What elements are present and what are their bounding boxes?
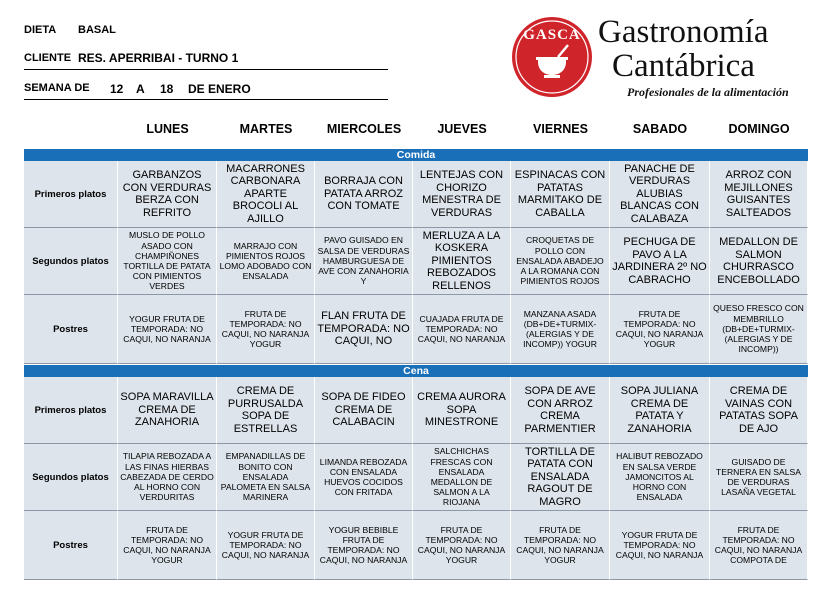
- menu-cell-domingo: [710, 511, 808, 580]
- menu-cell-domingo: [710, 377, 808, 444]
- dish-text: ARROZ CON MEJILLONES GUISANTES SALTEADOS: [724, 169, 793, 219]
- menu-cell-miercoles: [315, 377, 413, 444]
- menu-cell-jueves: [413, 511, 511, 580]
- dish-text: YOGUR FRUTA DE TEMPORADA: NO CAQUI, NO NARANJA: [615, 529, 704, 561]
- menu-cell-viernes: [511, 161, 610, 228]
- dish-text: CROQUETAS DE POLLO CON ENSALADA ABADEJO A LA ROMANA CON PIMIENTOS ROJOS: [516, 235, 604, 287]
- row-label-text: Primeros platos: [34, 188, 107, 200]
- row-label: [24, 228, 118, 295]
- dish-text: GARBANZOS CON VERDURAS BERZA CON REFRITO: [122, 169, 212, 219]
- brand-name-line2: Cantábrica: [612, 48, 755, 84]
- dish-text: MUSLO DE POLLO ASADO CON CHAMPIÑONES TORTILLA DE PATATA CON PIMIENTOS VERDES: [123, 230, 211, 292]
- dish-text: FRUTA DE TEMPORADA: NO CAQUI, NO NARANJA YOGUR: [516, 524, 604, 566]
- menu-cell-viernes: [511, 228, 610, 295]
- dish-text: MACARRONES CARBONARA APARTE BROCOLI AL AJILLO: [226, 162, 305, 225]
- weekday-header-row: [24, 122, 808, 142]
- dish-text: TILAPIA REBOZADA A LAS FINAS HIERBAS CABEZADA DE CERDO AL HORNO CON VERDURITAS: [120, 451, 214, 503]
- semana-separator: A: [136, 82, 145, 96]
- menu-cell-sabado: [610, 377, 710, 444]
- menu-cell-domingo: [710, 444, 808, 511]
- menu-cell-lunes: [118, 377, 217, 444]
- menu-cell-sabado: [610, 161, 710, 228]
- menu-cell-jueves: [413, 377, 511, 444]
- emblem-text: GASCA: [523, 27, 581, 43]
- semana-month: DE ENERO: [188, 82, 251, 96]
- row-label-text: Primeros platos: [34, 404, 107, 416]
- dish-text: SOPA DE AVE CON ARROZ CREMA PARMENTIER: [524, 385, 596, 435]
- dish-text: FRUTA DE TEMPORADA: NO CAQUI, NO NARANJA YOGUR: [615, 308, 704, 350]
- semana-label: SEMANA DE: [24, 82, 90, 94]
- dish-text: MARRAJO CON PIMIENTOS ROJOS LOMO ADOBADO CON ENSALADA: [219, 240, 312, 282]
- menu-cell-miercoles: [315, 511, 413, 580]
- semana-from: 12: [110, 82, 124, 96]
- day-heading-lunes: LUNES: [146, 122, 189, 136]
- table-row: [24, 228, 808, 295]
- brand-name-line1: Gastronomía: [598, 14, 769, 50]
- menu-cell-lunes: [118, 511, 217, 580]
- dish-text: QUESO FRESCO CON MEMBRILLO (DB+DE+TURMIX-(ALERGIAS Y DE INCOMP)): [713, 303, 804, 355]
- table-row: [24, 444, 808, 511]
- menu-cell-domingo: [710, 161, 808, 228]
- menu-cell-sabado: [610, 295, 710, 364]
- day-heading-martes: MARTES: [239, 122, 293, 136]
- menu-cell-jueves: [413, 444, 511, 511]
- menu-cell-miercoles: [315, 295, 413, 364]
- dish-text: CREMA DE VAINAS CON PATATAS SOPA DE AJO: [719, 385, 798, 435]
- menu-cell-lunes: [118, 295, 217, 364]
- dish-text: CREMA DE PURRUSALDA SOPA DE ESTRELLAS: [227, 385, 304, 435]
- semana-underline: [24, 99, 388, 100]
- row-label: [24, 161, 118, 228]
- menu-cell-viernes: [511, 377, 610, 444]
- dish-text: PANACHE DE VERDURAS ALUBIAS BLANCAS CON CALABAZA: [620, 162, 699, 225]
- dish-text: GUISADO DE TERNERA EN SALSA DE VERDURAS LASAÑA VEGETAL: [715, 456, 801, 498]
- menu-cell-sabado: [610, 444, 710, 511]
- menu-cell-viernes: [511, 511, 610, 580]
- menu-cell-martes: [217, 444, 315, 511]
- dish-text: EMPANADILLAS DE BONITO CON ENSALADA PALOMETA EN SALSA MARINERA: [220, 451, 311, 503]
- menu-cell-lunes: [118, 161, 217, 228]
- menu-cell-jueves: [413, 228, 511, 295]
- menu-cell-martes: [217, 511, 315, 580]
- section-header-cena: Cena: [24, 365, 808, 377]
- dieta-label: DIETA: [24, 24, 57, 36]
- row-label-text: Segundos platos: [32, 471, 109, 483]
- table-row: [24, 161, 808, 228]
- semana-to: 18: [160, 82, 174, 96]
- menu-cell-lunes: [118, 444, 217, 511]
- brand-tagline: Profesionales de la alimentación: [627, 85, 789, 99]
- dish-text: BORRAJA CON PATATA ARROZ CON TOMATE: [323, 175, 404, 213]
- dish-text: YOGUR FRUTA DE TEMPORADA: NO CAQUI, NO NARANJA: [221, 529, 310, 561]
- dish-text: SOPA JULIANA CREMA DE PATATA Y ZANAHORIA: [620, 385, 699, 435]
- table-row: [24, 511, 808, 580]
- cliente-value: RES. APERRIBAI - TURNO 1: [78, 51, 239, 65]
- menu-cell-viernes: [511, 295, 610, 364]
- row-label-text: Segundos platos: [32, 255, 109, 267]
- dish-text: YOGUR BEBIBLE FRUTA DE TEMPORADA: NO CAQUI, NO NARANJA: [319, 524, 408, 566]
- day-heading-jueves: JUEVES: [437, 122, 487, 136]
- dish-text: FRUTA DE TEMPORADA: NO CAQUI, NO NARANJA YOGUR: [417, 524, 506, 566]
- menu-cell-martes: [217, 295, 315, 364]
- dish-text: MERLUZA A LA KOSKERA PIMIENTOS REBOZADOS RELLENOS: [422, 229, 501, 292]
- table-row: [24, 295, 808, 364]
- menu-cell-sabado: [610, 228, 710, 295]
- menu-cell-miercoles: [315, 444, 413, 511]
- row-label: [24, 444, 118, 511]
- menu-cell-jueves: [413, 161, 511, 228]
- row-label: [24, 511, 118, 580]
- row-label-text: Postres: [53, 323, 88, 335]
- cliente-label: CLIENTE: [24, 52, 72, 64]
- menu-cell-miercoles: [315, 228, 413, 295]
- dish-text: LIMANDA REBOZADA CON ENSALADA HUEVOS COCIDOS CON FRITADA: [319, 456, 408, 498]
- day-heading-sabado: SABADO: [632, 122, 688, 136]
- row-label: [24, 377, 118, 444]
- menu-cell-viernes: [511, 444, 610, 511]
- dish-text: PAVO GUISADO EN SALSA DE VERDURAS HAMBURGUESA DE AVE CON ZANAHORIA Y: [317, 235, 410, 287]
- dieta-value: BASAL: [78, 24, 116, 36]
- dish-text: MANZANA ASADA (DB+DE+TURMIX-(ALERGIAS Y DE INCOMP)) YOGUR: [523, 308, 597, 350]
- dish-text: FRUTA DE TEMPORADA: NO CAQUI, NO NARANJA COMPOTA DE: [714, 524, 803, 566]
- row-label: [24, 295, 118, 364]
- dish-text: CUAJADA FRUTA DE TEMPORADA: NO CAQUI, NO NARANJA: [417, 313, 506, 345]
- chef-pot-icon: [512, 17, 592, 97]
- menu-cell-sabado: [610, 511, 710, 580]
- day-heading-domingo: DOMINGO: [728, 122, 790, 136]
- row-label-text: Postres: [53, 539, 88, 551]
- dish-text: SOPA DE FIDEO CREMA DE CALABACIN: [321, 391, 406, 429]
- dish-text: SALCHICHAS FRESCAS CON ENSALADA MEDALLON DE SALMON A LA RIOJANA: [430, 446, 493, 508]
- dish-text: PECHUGA DE PAVO A LA JARDINERA 2º NO CABRACHO: [612, 236, 707, 286]
- menu-cell-domingo: [710, 228, 808, 295]
- menu-cell-lunes: [118, 228, 217, 295]
- day-heading-miercoles: MIERCOLES: [326, 122, 402, 136]
- section-header-comida: Comida: [24, 149, 808, 161]
- menu-cell-martes: [217, 228, 315, 295]
- dish-text: FRUTA DE TEMPORADA: NO CAQUI, NO NARANJA YOGUR: [221, 308, 310, 350]
- cliente-underline: [24, 69, 388, 70]
- company-logo-emblem: [512, 17, 592, 97]
- dish-text: FRUTA DE TEMPORADA: NO CAQUI, NO NARANJA YOGUR: [123, 524, 211, 566]
- menu-cell-jueves: [413, 295, 511, 364]
- menu-cell-martes: [217, 161, 315, 228]
- dish-text: TORTILLA DE PATATA CON ENSALADA RAGOUT DE MAGRO: [525, 445, 595, 508]
- dish-text: YOGUR FRUTA DE TEMPORADA: NO CAQUI, NO NARANJA: [123, 313, 211, 345]
- menu-cell-martes: [217, 377, 315, 444]
- day-heading-viernes: VIERNES: [533, 122, 588, 136]
- table-row: [24, 377, 808, 444]
- dish-text: ESPINACAS CON PATATAS MARMITAKO DE CABALLA: [514, 169, 606, 219]
- menu-cell-domingo: [710, 295, 808, 364]
- menu-cell-miercoles: [315, 161, 413, 228]
- dish-text: CREMA AURORA SOPA MINESTRONE: [417, 391, 506, 429]
- dish-text: FLAN FRUTA DE TEMPORADA: NO CAQUI, NO: [317, 310, 410, 348]
- dish-text: LENTEJAS CON CHORIZO MENESTRA DE VERDURAS: [419, 169, 504, 219]
- dish-text: MEDALLON DE SALMON CHURRASCO ENCEBOLLADO: [717, 236, 800, 286]
- dish-text: HALIBUT REBOZADO EN SALSA VERDE JAMONCITOS AL HORNO CON ENSALADA: [616, 451, 703, 503]
- dish-text: SOPA MARAVILLA CREMA DE ZANAHORIA: [120, 391, 214, 429]
